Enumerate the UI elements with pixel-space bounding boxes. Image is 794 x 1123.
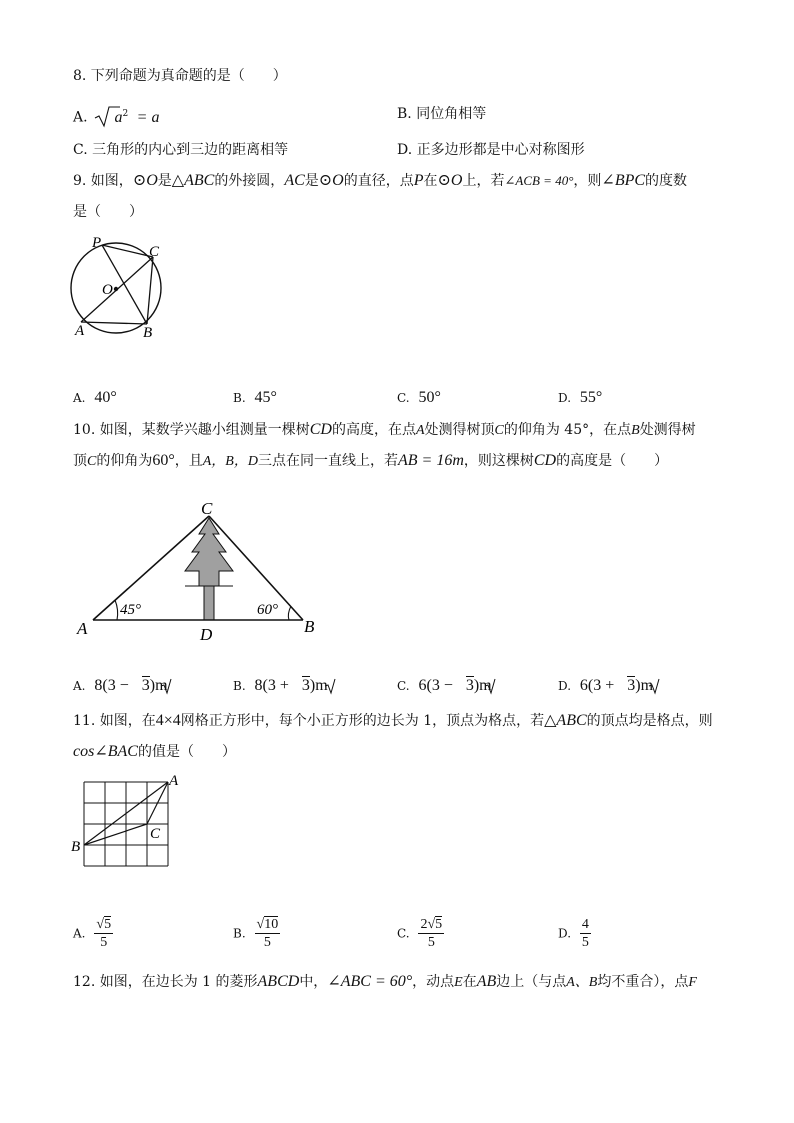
q12-angle: ∠ABC = 60°: [327, 973, 413, 990]
q10-rad-hook-b: [325, 679, 335, 693]
q11-option-b-frac: [255, 916, 281, 951]
q9-text-g: 上，若: [462, 173, 505, 189]
q8-option-d: D. 正多边形都是中心对称图形: [397, 142, 585, 158]
q9-option-d-value: 55°: [579, 389, 603, 406]
q10-text-d: 的仰角为 45°，在点: [503, 422, 632, 438]
q12-text-f: 均不重合），点: [597, 974, 689, 990]
q10-c-2: C: [87, 454, 97, 469]
q8-option-a-eq: = a: [136, 108, 160, 126]
q11-option-b-num: √10: [256, 917, 279, 932]
q9-option-a: [73, 388, 117, 408]
q10-text-k: 的高度是（ ）: [556, 453, 669, 469]
q9-label-a: A: [75, 323, 85, 339]
q11-label-c: C: [150, 826, 161, 842]
q12-text-c: ，动点: [412, 974, 455, 990]
q11-option-a-label: A.: [73, 926, 86, 941]
q9-option-b-label: B.: [233, 391, 246, 405]
q8-rad-a: a: [114, 108, 123, 126]
q11-option-c: [397, 916, 444, 951]
q9-option-b-value: 45°: [254, 389, 277, 406]
q10-text-f: 顶: [73, 453, 87, 469]
q9-option-c-label: C.: [397, 391, 410, 405]
q9-text-e: 的直径，点: [343, 173, 414, 189]
q9-stem-line1: [73, 171, 687, 191]
q9-text-i: 的度数: [645, 173, 688, 189]
q10-text-g: 的仰角为: [96, 453, 153, 469]
q12-ab: AB: [476, 973, 497, 990]
q11-label-a: A: [169, 773, 179, 789]
q9-text-a: 9. 如图，: [73, 173, 133, 189]
q11-text-c: 的顶点均是格点，则: [586, 713, 713, 729]
q9-stem-line2: 是（ ）: [73, 204, 143, 220]
q12-e: E: [454, 975, 463, 990]
q9-label-c: C: [149, 244, 160, 260]
q10-option-d-pre: 6(3 +: [579, 677, 619, 694]
q10-label-45: 45°: [120, 602, 141, 618]
q10-label-c: C: [201, 499, 213, 518]
q8-option-a: [73, 104, 163, 129]
q10-b: B: [631, 423, 640, 438]
q10-stem-line2: [73, 451, 668, 472]
q9-ac: AC: [284, 172, 305, 189]
q9-line-pc: [102, 245, 153, 257]
q10-option-c-pre: 6(3 −: [418, 677, 457, 694]
q11-option-c-coef: 2: [420, 917, 428, 932]
q10-label-b: B: [304, 617, 315, 636]
q11-text-a: 11. 如图，在: [73, 713, 156, 729]
q10-text-j: ，则这棵树: [463, 453, 534, 469]
q10-option-b-post: )m: [309, 677, 328, 694]
q10-deg60: 60°: [152, 452, 175, 469]
q11-option-b-den: 5: [263, 935, 271, 950]
q9-option-c-value: 50°: [418, 389, 441, 406]
q11-option-d-num: 4: [581, 917, 589, 932]
q10-text-b: 的高度，在点: [331, 422, 416, 438]
q9-label-o: O: [102, 282, 113, 298]
q11-text-b: 网格正方形中，每个小正方形的边长为 1，顶点为格点，若: [180, 713, 545, 729]
q9-option-c: [397, 388, 441, 408]
q8-exp: 2: [122, 109, 129, 119]
q9-text-f: 在: [423, 173, 438, 189]
q9-option-a-label: A.: [73, 391, 86, 405]
q11-option-a: [73, 916, 113, 951]
q11-option-d: [558, 916, 591, 951]
q8-option-c: C. 三角形的内心到三边的距离相等: [73, 142, 289, 158]
q12-text-a: 12. 如图，在边长为 1 的菱形: [73, 974, 258, 990]
q10-option-d-post: )m: [635, 677, 654, 694]
q9-circle-o-3: ⊙O: [437, 172, 463, 189]
q9-text-d: 是: [304, 173, 319, 189]
q9-circle-o-2: ⊙O: [318, 172, 344, 189]
q10-cd-2: CD: [533, 452, 557, 469]
q8-option-a-label: A.: [73, 109, 88, 126]
q11-option-c-num-rad: 5: [435, 917, 443, 932]
q9-circle-o: ⊙O: [132, 172, 158, 189]
q10-stem-line1: [73, 420, 696, 441]
q10-tree-crown: [185, 518, 233, 586]
q10-tree-trunk: [204, 586, 214, 620]
q12-f: F: [688, 975, 697, 990]
q10-option-a-label: A.: [73, 679, 86, 693]
q9-text-c: 的外接圆，: [214, 173, 285, 189]
q10-ab16: AB = 16m: [397, 452, 464, 469]
q11-option-c-frac: [418, 916, 444, 951]
q10-label-d: D: [200, 625, 213, 644]
q10-figure: [75, 496, 335, 646]
q12-text-e: 边上（与点: [496, 974, 567, 990]
q12-text-d: 在: [462, 974, 477, 990]
q11-option-d-den: 5: [581, 935, 589, 950]
q11-line-bc: [84, 824, 147, 845]
q10-text-h: ，且: [174, 453, 203, 469]
q10-rad-hook-a: [161, 679, 171, 693]
q10-text-c: 处测得树顶: [424, 422, 495, 438]
q11-option-d-frac: [580, 916, 591, 951]
q11-option-b-label: B.: [233, 926, 246, 941]
q10-option-a-rad: 3: [141, 677, 150, 694]
q9-p: P: [413, 172, 424, 189]
q10-option-a-post: )m: [149, 677, 168, 694]
q9-label-p: P: [92, 235, 102, 251]
q8-stem: 8. 下列命题为真命题的是（ ）: [73, 68, 287, 84]
q9-angle-bpc: ∠BPC: [601, 172, 646, 189]
q10-option-d-rad: 3: [627, 677, 636, 694]
q12-ab2: A、B: [566, 975, 598, 990]
q10-option-c-rad: 3: [465, 677, 474, 694]
q9-option-d: [558, 388, 602, 408]
q11-option-c-den: 5: [427, 935, 435, 950]
q11-option-c-num: 2√5: [420, 917, 443, 932]
q9-center-dot: [114, 287, 118, 291]
q10-radical-hooks: [0, 676, 600, 700]
q11-figure: [70, 772, 180, 872]
q9-text-h: ，则: [573, 173, 602, 189]
q11-stem-line1: [73, 711, 713, 731]
q11-option-a-frac: [94, 916, 113, 951]
q10-option-a-pre: 8(3 −: [94, 677, 133, 694]
q10-cd: CD: [309, 421, 332, 438]
q9-figure: [70, 233, 170, 341]
q11-option-c-label: C.: [397, 926, 410, 941]
q10-arc-60: [288, 606, 291, 620]
q10-option-b-rad: 3: [301, 677, 310, 694]
q10-label-a: A: [77, 619, 88, 638]
q8-option-b: B. 同位角相等: [397, 106, 487, 122]
q9-text-b: 是: [157, 173, 172, 189]
q11-option-a-num-rad: 5: [104, 917, 112, 932]
q9-label-b: B: [143, 325, 153, 341]
q10-text-i: 三点在同一直线上，若: [257, 453, 398, 469]
q10-option-c-label: C.: [397, 679, 410, 693]
q10-option-b-pre: 8(3 +: [254, 677, 293, 694]
q12-text-b: 中，: [299, 974, 328, 990]
q11-text-d: 的值是（ ）: [137, 744, 236, 760]
q9-angle-acb: ∠ACB = 40°: [504, 173, 574, 188]
q9-line-ab: [81, 322, 147, 324]
q10-abd: A，B，D: [202, 454, 258, 469]
q11-cos: cos∠BAC: [73, 743, 138, 760]
q12-abcd: ABCD: [257, 973, 300, 990]
q11-stem-line2: [73, 742, 236, 762]
q10-text-a: 10. 如图，某数学兴趣小组测量一棵树: [73, 422, 310, 438]
q11-option-b: [233, 916, 280, 951]
q11-option-a-num: √5: [96, 917, 112, 932]
q11-triangle: △ABC: [544, 712, 587, 729]
q11-option-a-den: 5: [100, 935, 108, 950]
q11-option-b-num-rad: 10: [264, 917, 279, 932]
q11-option-d-label: D.: [558, 926, 572, 941]
q10-option-b-label: B.: [233, 679, 246, 693]
q10-text-e: 处测得树: [639, 422, 696, 438]
q10-a: A: [415, 423, 425, 438]
q12-stem-line1: [73, 972, 697, 993]
q9-option-a-value: 40°: [94, 389, 117, 406]
q11-grid: 4×4: [155, 712, 181, 729]
q11-grid-lines: [84, 782, 168, 866]
q10-arc-45: [115, 600, 118, 620]
q9-option-d-label: D.: [558, 391, 572, 405]
q11-label-b: B: [71, 839, 81, 855]
q10-label-60: 60°: [257, 602, 278, 618]
q10-c: C: [494, 423, 504, 438]
q9-triangle: △ABC: [171, 172, 215, 189]
q9-option-b: [233, 388, 277, 408]
q10-rad-hook-c: [485, 679, 495, 693]
q10-option-d-label: D.: [558, 679, 572, 693]
q10-option-c-post: )m: [473, 677, 492, 694]
